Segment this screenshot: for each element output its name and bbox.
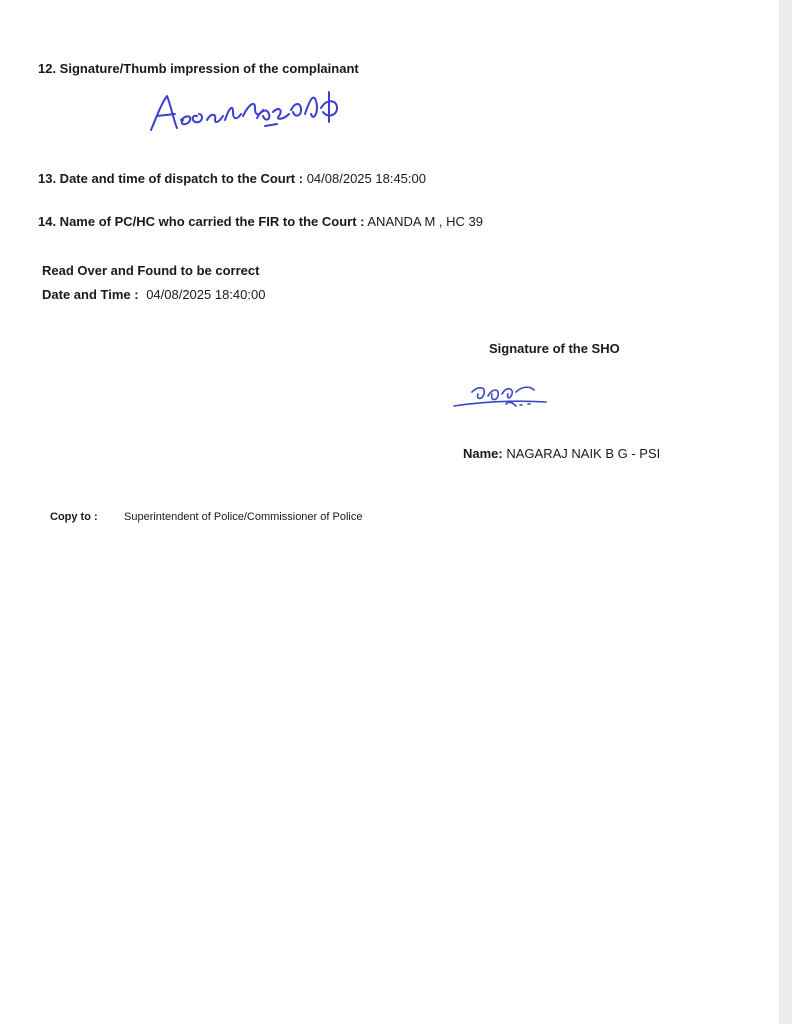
- dispatch-datetime-value: 04/08/2025 18:45:00: [306, 171, 426, 186]
- readover-datetime-row: [42, 287, 265, 303]
- carrier-name-row: [38, 214, 483, 230]
- carrier-name-value: ANANDA M , HC 39: [367, 214, 483, 229]
- sho-signature-heading: Signature of the SHO: [489, 341, 620, 356]
- dispatch-datetime-label: 13. Date and time of dispatch to the Court :: [38, 171, 304, 186]
- carrier-name-label: 14. Name of PC/HC who carried the FIR to the Court :: [38, 214, 365, 229]
- complainant-signature: [145, 86, 355, 138]
- copy-to-recipient: Superintendent of Police/Commissioner of Police: [124, 511, 363, 523]
- sho-name-value: NAGARAJ NAIK B G - PSI: [506, 446, 661, 461]
- page-edge-shadow: [779, 0, 792, 1024]
- readover-datetime-label: Date and Time :: [42, 287, 139, 302]
- sho-signature: [450, 382, 550, 412]
- read-over-statement: Read Over and Found to be correct: [42, 263, 260, 278]
- readover-datetime-value: 04/08/2025 18:40:00: [146, 287, 266, 302]
- dispatch-datetime-row: [38, 171, 426, 187]
- complainant-signature-label: 12. Signature/Thumb impression of the complainant: [38, 61, 359, 76]
- sho-name-label: Name:: [463, 446, 503, 461]
- sho-name-row: [463, 446, 660, 462]
- copy-to-label: Copy to :: [50, 511, 98, 523]
